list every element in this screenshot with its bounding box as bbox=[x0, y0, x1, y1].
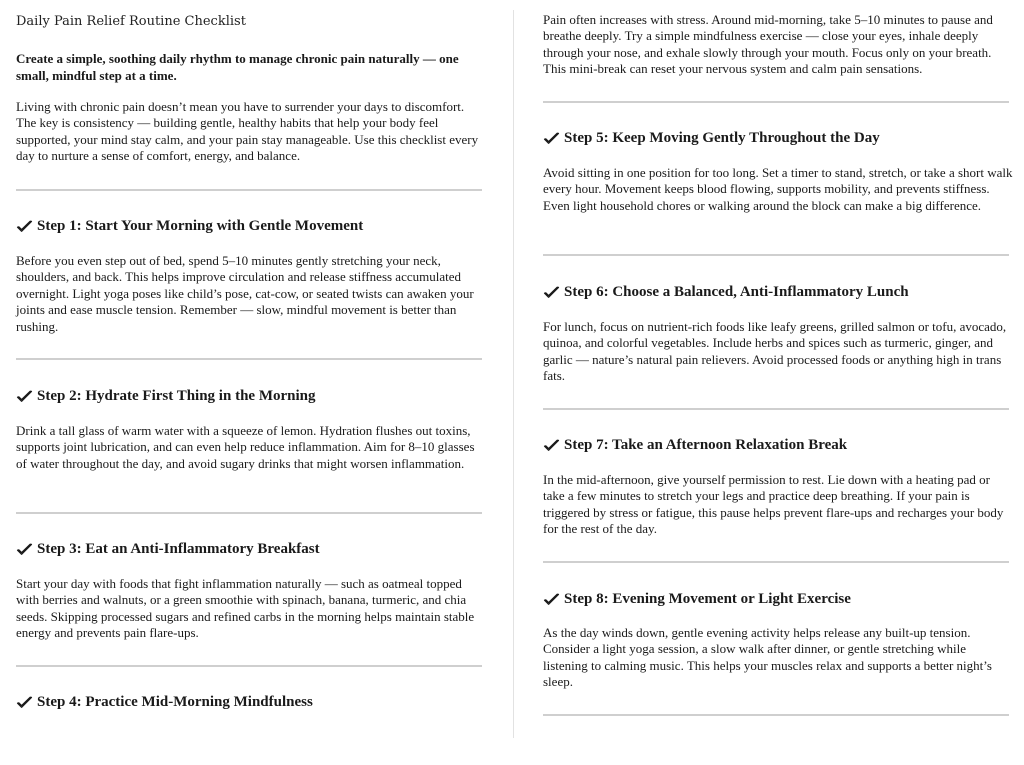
section-divider bbox=[543, 408, 1009, 410]
check-mark-icon bbox=[543, 286, 560, 299]
check-mark-icon bbox=[543, 593, 560, 606]
step-8-heading bbox=[543, 591, 851, 608]
step-5-title: Step 5: Keep Moving Gently Throughout the Day bbox=[564, 130, 880, 146]
step-7-body: In the mid-afternoon, give yourself permission to rest. Lie down with a heating pad or take a few minutes to stretch your legs and practice deep breathing. If your pain is triggered by stress or fatigue, this pause helps prevent flare-ups and recharges your body for the rest of the day. bbox=[543, 472, 1004, 537]
step-6-body: For lunch, focus on nutrient-rich foods like leafy greens, grilled salmon or tofu, avocado, quinoa, and colorful vegetables. Include herbs and spices such as turmeric, ginger, and garlic — nature’s natural pain relievers. Avoid processed foods or anything high in trans fats. bbox=[543, 319, 1007, 384]
step-7-title: Step 7: Take an Afternoon Relaxation Break bbox=[564, 437, 848, 453]
step-8-title: Step 8: Evening Movement or Light Exercise bbox=[564, 591, 851, 607]
step-2-heading bbox=[16, 388, 315, 405]
section-divider bbox=[16, 189, 482, 191]
step-6-title: Step 6: Choose a Balanced, Anti-Inflammatory Lunch bbox=[564, 284, 909, 300]
check-mark-icon bbox=[16, 696, 33, 709]
check-mark-icon bbox=[16, 390, 33, 403]
document-title: Daily Pain Relief Routine Checklist bbox=[16, 14, 246, 29]
step-5-body: Avoid sitting in one position for too long. Set a timer to stand, stretch, or take a short walk every hour. Movement keeps blood flowing, supports mobility, and prevents stiffness. Even light household chores or walking around the block can make a big difference. bbox=[543, 165, 1013, 213]
step-1-heading bbox=[16, 218, 363, 235]
step-1-title: Step 1: Start Your Morning with Gentle Movement bbox=[37, 218, 364, 234]
check-mark-icon bbox=[16, 543, 33, 556]
section-divider bbox=[543, 101, 1009, 103]
step-6-heading bbox=[543, 284, 909, 301]
check-mark-icon bbox=[543, 132, 560, 145]
step-3-title: Step 3: Eat an Anti-Inflammatory Breakfast bbox=[37, 541, 320, 557]
step-4-title: Step 4: Practice Mid-Morning Mindfulness bbox=[37, 694, 313, 710]
step-2-title: Step 2: Hydrate First Thing in the Morning bbox=[37, 388, 316, 404]
step-1-body: Before you even step out of bed, spend 5–10 minutes gently stretching your neck, shoulders, and back. This helps improve circulation and release stiffness accumulated overnight. Light yoga poses like child’s pose, cat-cow, or seated twists can awaken your joints and ease muscle tension. Remember — slow, mindful movement is better than rushing. bbox=[16, 253, 474, 334]
section-divider bbox=[543, 254, 1009, 256]
step-7-heading bbox=[543, 437, 847, 454]
step-3-heading bbox=[16, 541, 320, 558]
step-5-heading bbox=[543, 130, 880, 147]
section-divider bbox=[16, 665, 482, 667]
section-divider bbox=[16, 512, 482, 514]
intro-paragraph: Living with chronic pain doesn’t mean you have to surrender your days to discomfort. The key is consistency — building gentle, healthy habits that help your body feel supported, your mind stay calm, and your pain stay manageable. Use this checklist every day to nurture a sense of comfort, energy, and balance. bbox=[16, 99, 479, 164]
section-divider bbox=[543, 561, 1009, 563]
section-divider bbox=[16, 358, 482, 360]
section-divider bbox=[543, 714, 1009, 716]
step-8-body: As the day winds down, gentle evening activity helps release any built-up tension. Consider a light yoga session, a slow walk after dinner, or gentle stretching while listening to calming music. This helps your muscles relax and supports a better night’s sleep. bbox=[543, 625, 992, 690]
check-mark-icon bbox=[16, 220, 33, 233]
step-3-body: Start your day with foods that fight inflammation naturally — such as oatmeal topped with berries and walnuts, or a green smoothie with spinach, banana, turmeric, and chia seeds. Skipping processed sugars and refined carbs in the morning helps maintain stable energy and prevents pain flare-ups. bbox=[16, 576, 475, 641]
lead-paragraph: Create a simple, soothing daily rhythm to manage chronic pain naturally — one small, mindful step at a time. bbox=[16, 51, 459, 83]
step-2-body: Drink a tall glass of warm water with a squeeze of lemon. Hydration flushes out toxins, supports joint lubrication, and can even help reduce inflammation. Aim for 8–10 glasses of water throughout the day, and avoid sugary drinks that might worsen inflammation. bbox=[16, 423, 475, 471]
check-mark-icon bbox=[543, 439, 560, 452]
step-4-body: Pain often increases with stress. Around mid-morning, take 5–10 minutes to pause and breathe deeply. Try a simple mindfulness exercise — close your eyes, inhale deeply through your nose, and exhale slowly through your mouth. Focus only on your breath. This mini-break can reset your nervous system and calm pain sensations. bbox=[543, 12, 993, 77]
column-divider bbox=[513, 10, 514, 738]
step-4-heading bbox=[16, 694, 313, 711]
